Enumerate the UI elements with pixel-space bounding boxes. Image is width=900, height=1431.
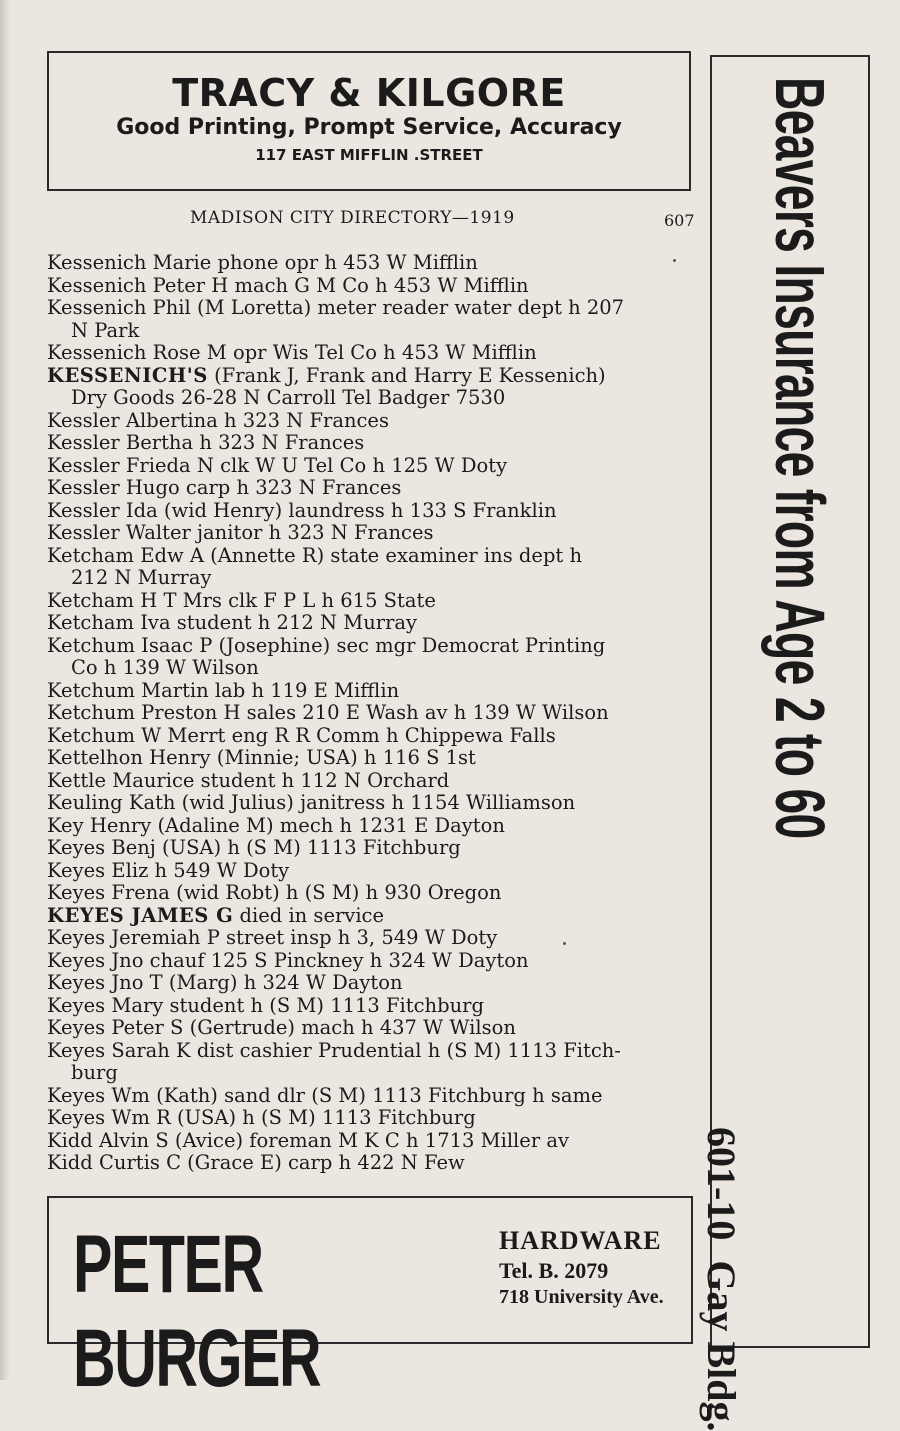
directory-entry: [47, 365, 697, 410]
entry-text: Isaac P (Josephine) sec mgr Democrat Printing: [141, 633, 606, 657]
entry-name: KESSENICH'S: [47, 363, 208, 387]
directory-entry: [47, 860, 697, 883]
entry-continuation: N Park: [71, 318, 140, 342]
entry-text: Henry (Adaline M) mech h 1231 E Dayton: [89, 813, 505, 837]
entry-text: Albertina h 323 N Frances: [125, 408, 389, 432]
entry-name: Key: [47, 813, 84, 837]
entry-name: Keyes: [47, 858, 106, 882]
entry-text: Peter H mach G M Co h 453 W Mifflin: [152, 273, 529, 297]
entry-name: Kessler: [47, 453, 120, 477]
entry-text: Phil (M Loretta) meter reader water dept h 207: [152, 296, 625, 319]
entry-name: Keyes: [47, 1083, 106, 1107]
entry-text: Kath (wid Julius) janitress h 1154 Williamson: [128, 791, 576, 814]
entry-text: Henry (Minnie; USA) h 116 S 1st: [149, 746, 476, 769]
ink-speck: [563, 942, 566, 945]
entry-text: Marie phone opr h 453 W Mifflin: [152, 251, 478, 274]
top-advertisement: [47, 51, 691, 191]
side-ad-headline: Beavers Insurance from Age 2 to 60: [761, 77, 839, 839]
side-advertisement: [699, 55, 870, 1431]
entry-text: Frieda N clk W U Tel Co h 125 W Doty: [125, 453, 508, 477]
directory-entry: [47, 635, 697, 680]
entry-name: Keyes: [47, 836, 106, 859]
directory-entry: [47, 837, 697, 860]
entry-text: Eliz h 549 W Doty: [111, 858, 290, 882]
entry-name: Keyes: [47, 1106, 106, 1129]
side-ad-rotated-text: [699, 77, 840, 1431]
directory-entry: [47, 747, 697, 770]
entry-text: Ida (wid Henry) laundress h 133 S Franklin: [125, 498, 557, 522]
entry-continuation: burg: [71, 1061, 118, 1084]
entry-text: Sarah K dist cashier Prudential h (S M) 1113 Fitch-: [111, 1038, 621, 1062]
entry-name: Ketchum: [47, 701, 135, 724]
bottom-ad-line1: HARDWARE: [499, 1226, 662, 1255]
entry-name: Keyes: [47, 1038, 106, 1062]
entry-text: Rose M opr Wis Tel Co h 453 W Mifflin: [152, 341, 537, 364]
entry-text: Peter S (Gertrude) mach h 437 W Wilson: [111, 1016, 516, 1039]
page-number: 607: [664, 211, 695, 230]
entry-name: Kidd: [47, 1151, 93, 1174]
directory-entry: [47, 725, 697, 748]
entry-continuation: Dry Goods 26-28 N Carroll Tel Badger 7530: [71, 386, 506, 409]
directory-entry: [47, 432, 697, 455]
directory-entry: [47, 275, 697, 298]
page-edge: [0, 0, 10, 1380]
directory-entry: [47, 477, 697, 500]
entry-name: Kessler: [47, 498, 120, 522]
entry-text: Maurice student h 112 N Orchard: [112, 768, 450, 792]
entry-name: Keyes: [47, 971, 106, 994]
entry-name: Kessler: [47, 408, 120, 432]
entry-name: Ketchum: [47, 678, 135, 702]
directory-entry: [47, 995, 697, 1018]
directory-entry: [47, 1130, 697, 1153]
ad-tagline: Good Printing, Prompt Service, Accuracy: [116, 115, 622, 140]
entry-text: (Frank J, Frank and Harry E Kessenich): [214, 363, 606, 387]
entry-text: Preston H sales 210 E Wash av h 139 W Wilson: [141, 701, 609, 724]
entry-text: Frena (wid Robt) h (S M) h 930 Oregon: [111, 881, 502, 904]
entry-name: Ketcham: [47, 588, 135, 612]
directory-entry: [47, 815, 697, 838]
entry-text: Wm R (USA) h (S M) 1113 Fitchburg: [111, 1106, 476, 1129]
entry-text: Jeremiah P street insp h 3, 549 W Doty: [111, 926, 498, 949]
entry-text: Curtis C (Grace E) carp h 422 N Few: [98, 1151, 465, 1174]
entry-name: Keyes: [47, 993, 106, 1017]
directory-entry: [47, 1040, 697, 1085]
directory-entry: [47, 545, 697, 590]
entry-name: Ketcham: [47, 611, 135, 634]
directory-entry: [47, 1107, 697, 1130]
directory-entry: [47, 1152, 697, 1175]
entry-text: H T Mrs clk F P L h 615 State: [140, 588, 436, 612]
entry-text: Alvin S (Avice) foreman M K C h 1713 Miller av: [98, 1128, 569, 1152]
directory-entry: [47, 500, 697, 523]
entry-text: Iva student h 212 N Murray: [140, 611, 418, 634]
entry-text: died in service: [239, 903, 385, 927]
directory-entry: [47, 612, 697, 635]
directory-entry: [47, 410, 697, 433]
entry-name: Keyes: [47, 881, 106, 904]
entry-text: Jno chauf 125 S Pinckney h 324 W Dayton: [111, 948, 529, 972]
running-head: MADISON CITY DIRECTORY—1919: [190, 208, 515, 228]
entry-name: Keyes: [47, 1016, 106, 1039]
entry-text: Bertha h 323 N Frances: [125, 431, 365, 454]
directory-entry: [47, 702, 697, 725]
entry-text: W Merrt eng R R Comm h Chippewa Falls: [141, 723, 556, 747]
entry-name: Kessenich: [47, 296, 147, 319]
directory-entry: [47, 297, 697, 342]
directory-entry: [47, 522, 697, 545]
entry-name: Kessler: [47, 521, 120, 544]
entry-name: Kettelhon: [47, 746, 143, 769]
ad-business-name: TRACY & KILGORE: [172, 71, 566, 115]
entry-name: Kessler: [47, 431, 120, 454]
directory-entry: [47, 905, 697, 928]
directory-entry: [47, 252, 697, 275]
entry-continuation: 212 N Murray: [71, 566, 212, 589]
directory-entry: [47, 590, 697, 613]
directory-entry: [47, 950, 697, 973]
directory-entry: [47, 342, 697, 365]
entry-name: Kessler: [47, 476, 120, 499]
entry-continuation: Co h 139 W Wilson: [71, 656, 259, 679]
entry-name: Keyes: [47, 948, 106, 972]
entry-name: Ketcham: [47, 543, 135, 567]
entry-text: Martin lab h 119 E Mifflin: [141, 678, 400, 702]
directory-entry: [47, 770, 697, 793]
bottom-ad-details: [499, 1226, 664, 1309]
side-ad-address-number: 601-10: [699, 1127, 744, 1241]
directory-entry: [47, 680, 697, 703]
side-ad-address: [698, 1127, 745, 1431]
entry-name: Kessenich: [47, 251, 147, 274]
entry-name: Keyes: [47, 926, 106, 949]
entry-text: Hugo carp h 323 N Frances: [125, 476, 402, 499]
directory-entry: [47, 882, 697, 905]
ink-speck: [673, 259, 676, 262]
entry-name: Kettle: [47, 768, 107, 792]
ad-address: 117 EAST MIFFLIN .STREET: [255, 146, 483, 164]
entry-text: Benj (USA) h (S M) 1113 Fitchburg: [111, 836, 461, 859]
entry-text: Mary student h (S M) 1113 Fitchburg: [111, 993, 484, 1017]
bottom-ad-name: PETER BURGER: [73, 1219, 321, 1404]
bottom-ad-line3: 718 University Ave.: [499, 1286, 664, 1308]
entry-name: Ketchum: [47, 633, 135, 657]
directory-entry: [47, 1085, 697, 1108]
side-ad-address-building: Gay Bldg.: [699, 1260, 744, 1431]
bottom-advertisement: [47, 1196, 693, 1404]
directory-entry: [47, 927, 697, 950]
directory-entry: [47, 972, 697, 995]
entry-name: Ketchum: [47, 723, 135, 747]
entry-name: KEYES JAMES G: [47, 903, 234, 927]
directory-entry: [47, 455, 697, 478]
entry-name: Kessenich: [47, 341, 147, 364]
entry-name: Kessenich: [47, 273, 147, 297]
directory-entry: [47, 1017, 697, 1040]
directory-listing: [47, 252, 697, 1175]
entry-text: Walter janitor h 323 N Frances: [125, 521, 434, 544]
entry-text: Wm (Kath) sand dlr (S M) 1113 Fitchburg h same: [111, 1083, 603, 1107]
entry-text: Jno T (Marg) h 324 W Dayton: [111, 971, 403, 994]
entry-name: Kidd: [47, 1128, 93, 1152]
entry-text: Edw A (Annette R) state examiner ins dept h: [140, 543, 583, 567]
bottom-ad-line2: Tel. B. 2079: [499, 1258, 609, 1283]
entry-name: Keuling: [47, 791, 123, 814]
directory-entry: [47, 792, 697, 815]
